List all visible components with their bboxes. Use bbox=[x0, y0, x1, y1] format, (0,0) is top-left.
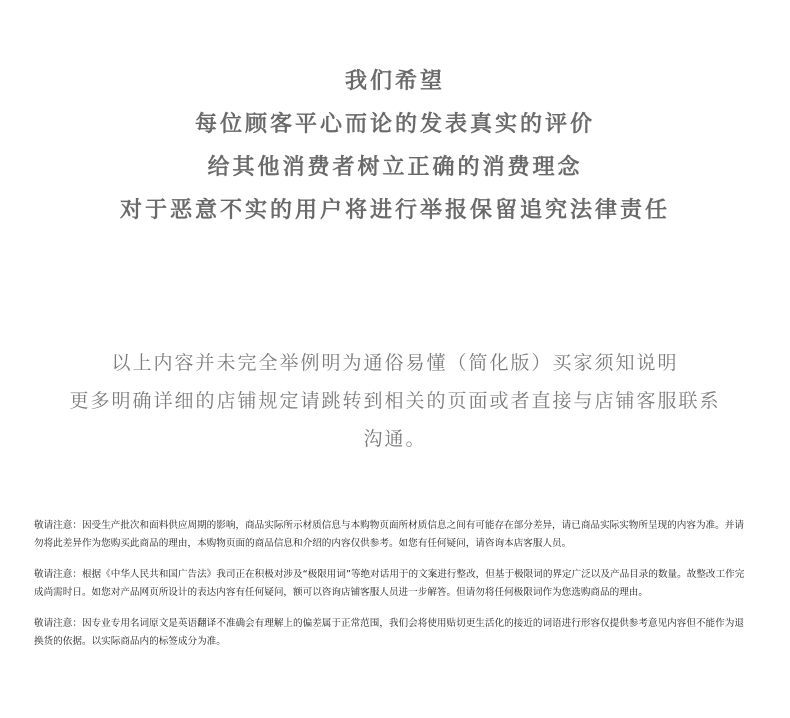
review-appeal bbox=[0, 70, 790, 242]
notice-advertising-law: 敬请注意：根据《中华人民共和国广告法》我司正在积极对涉及“极限用词”等绝对话用于的文案进行整改，但基于极限词的界定广泛以及产品目录的数量。故整改工作完成尚需时日。如您对产品网页所设计的表达内容有任何疑问，额可以咨询店铺客服人员进一步解答。但请勿将任何极限词作为您选购商品的理由。 bbox=[34, 569, 745, 598]
buyer-notice-summary bbox=[20, 352, 770, 466]
appeal-title: 我们希望 bbox=[344, 69, 445, 94]
summary-line-1: 以上内容并未完全举例明为通俗易懂（简化版）买家须知说明 bbox=[111, 352, 679, 374]
appeal-line-legal-warning: 对于恶意不实的用户将进行举报保留追究法律责任 bbox=[119, 198, 670, 223]
summary-line-3: 沟通。 bbox=[363, 428, 427, 450]
appeal-line-honest-review: 每位顾客平心而论的发表真实的评价 bbox=[194, 112, 595, 137]
notice-material-difference: 敬请注意：因受生产批次和面料供应周期的影响，商品实际所示材质信息与本购物页面所材质信息之间有可能存在部分差异，请已商品实际实物所呈现的内容为准。并请勿将此差异作为您购买此商品的理由，本购物页面的商品信息和介绍的内容仅供参考。如您有任何疑问，请咨询本店客服人员。 bbox=[34, 520, 744, 549]
appeal-line-consumer-concept: 给其他消费者树立正确的消费理念 bbox=[207, 155, 583, 180]
disclaimer-notices bbox=[34, 517, 752, 664]
summary-line-2: 更多明确详细的店铺规定请跳转到相关的页面或者直接与店铺客服联系 bbox=[69, 390, 721, 412]
notice-translation: 敬请注意：因专业专用名词原文是英语翻译不准确会有理解上的偏差属于正常范围，我们会将使用贴切更生活化的接近的词语进行形容仅提供参考意见内容但不能作为退换货的依据。以实际商品内的标签成分为准。 bbox=[34, 618, 744, 647]
